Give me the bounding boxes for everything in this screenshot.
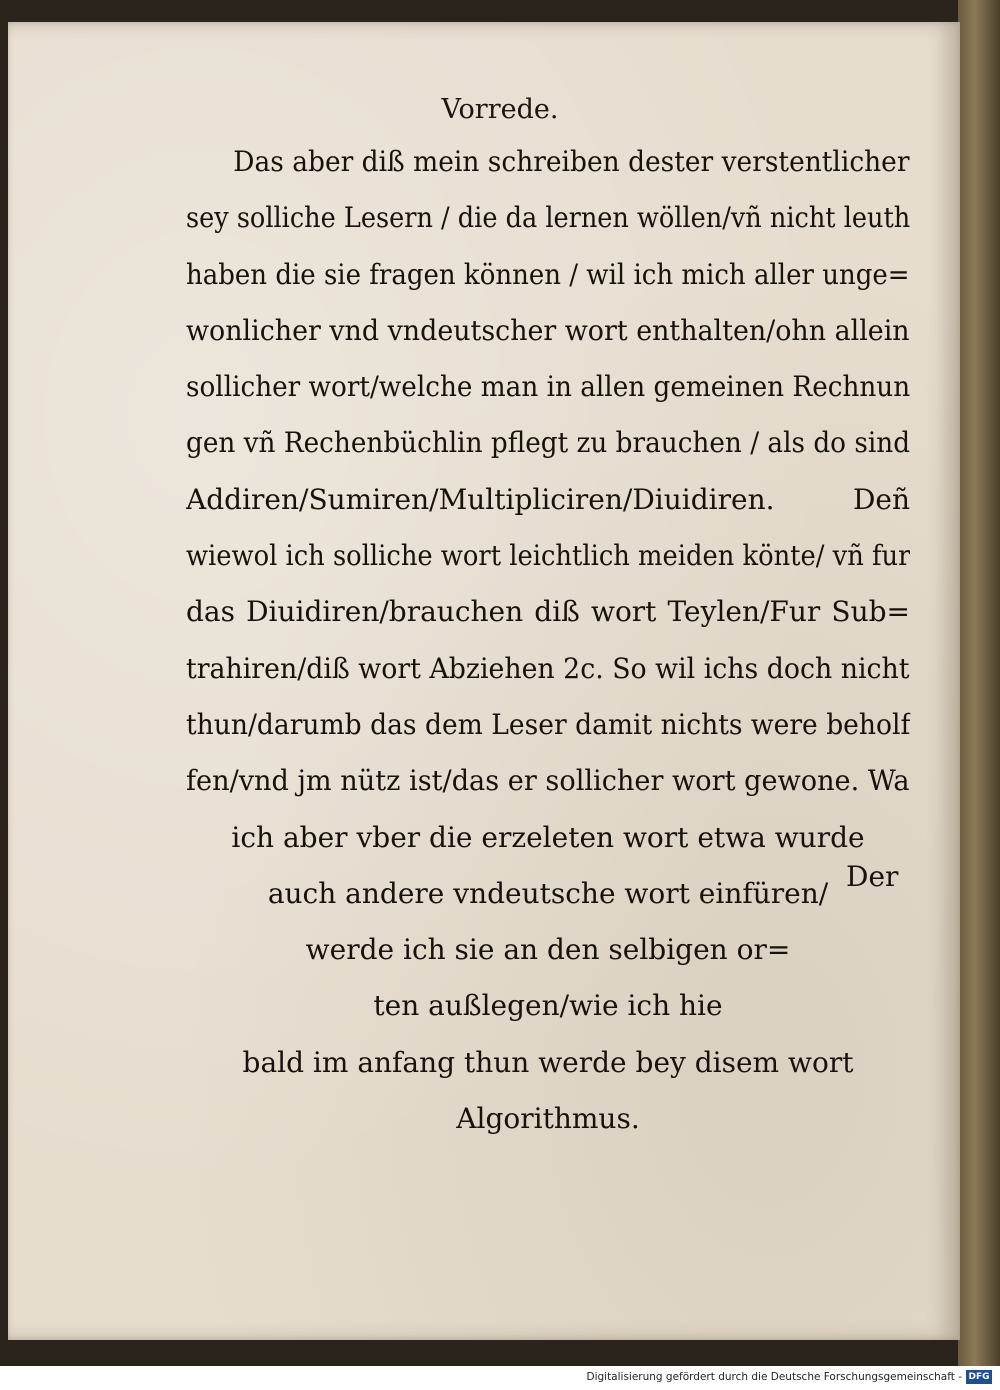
text-line-9: das Diuidiren/brauchen diß wort Teylen/Fur Sub=	[186, 595, 910, 629]
text-line-4: wonlicher vnd vndeutscher wort enthalten/ohn allein	[186, 313, 910, 347]
body-text	[186, 134, 910, 1147]
text-line-12: fen/vnd jm nütz ist/das er sollicher wort gewone. Wa	[186, 764, 910, 798]
text-line-8: wiewol ich solliche wort leichtlich meiden könte/ vñ fur	[186, 539, 911, 573]
text-line-14: auch andere vndeutsche wort einfüren/	[267, 876, 829, 910]
book-binding-edge	[958, 0, 1000, 1366]
text-line-3: haben die sie fragen können / wil ich mich aller unge=	[186, 257, 910, 291]
catchword: Der	[846, 860, 899, 893]
text-line-10: trahiren/diß wort Abziehen 2c. So wil ichs doch nicht	[186, 651, 910, 685]
text-line-5: sollicher wort/welche man in allen gemeinen Rechnun	[186, 370, 911, 404]
text-line-2: sey solliche Lesern / die da lernen wöllen/vñ nicht leuth	[186, 201, 911, 235]
text-line-17: bald im anfang thun werde bey disem wort	[242, 1045, 854, 1079]
text-line-11: thun/darumb das dem Leser damit nichts were beholf	[186, 707, 911, 741]
dfg-logo: DFG	[966, 1370, 992, 1384]
text-line-15: werde ich sie an den selbigen or=	[305, 933, 791, 967]
text-line-7: Addiren/Sumiren/Multipliciren/Diuidiren. Deñ	[186, 482, 910, 516]
page-heading: Vorrede.	[441, 94, 559, 125]
text-line-18: Algorithmus.	[456, 1102, 640, 1136]
text-line-1: Das aber diß mein schreiben dester verstentlicher	[233, 145, 910, 178]
digitization-footer	[0, 1366, 1000, 1390]
funding-credit: Digitalisierung gefördert durch die Deutsche Forschungsgemeinschaft -	[586, 1371, 962, 1383]
text-line-16: ten außlegen/wie ich hie	[373, 989, 723, 1023]
text-line-6: gen vñ Rechenbüchlin pflegt zu brauchen / als do sind	[186, 426, 910, 460]
text-line-13: ich aber vber die erzeleten wort etwa wurde	[231, 820, 865, 854]
